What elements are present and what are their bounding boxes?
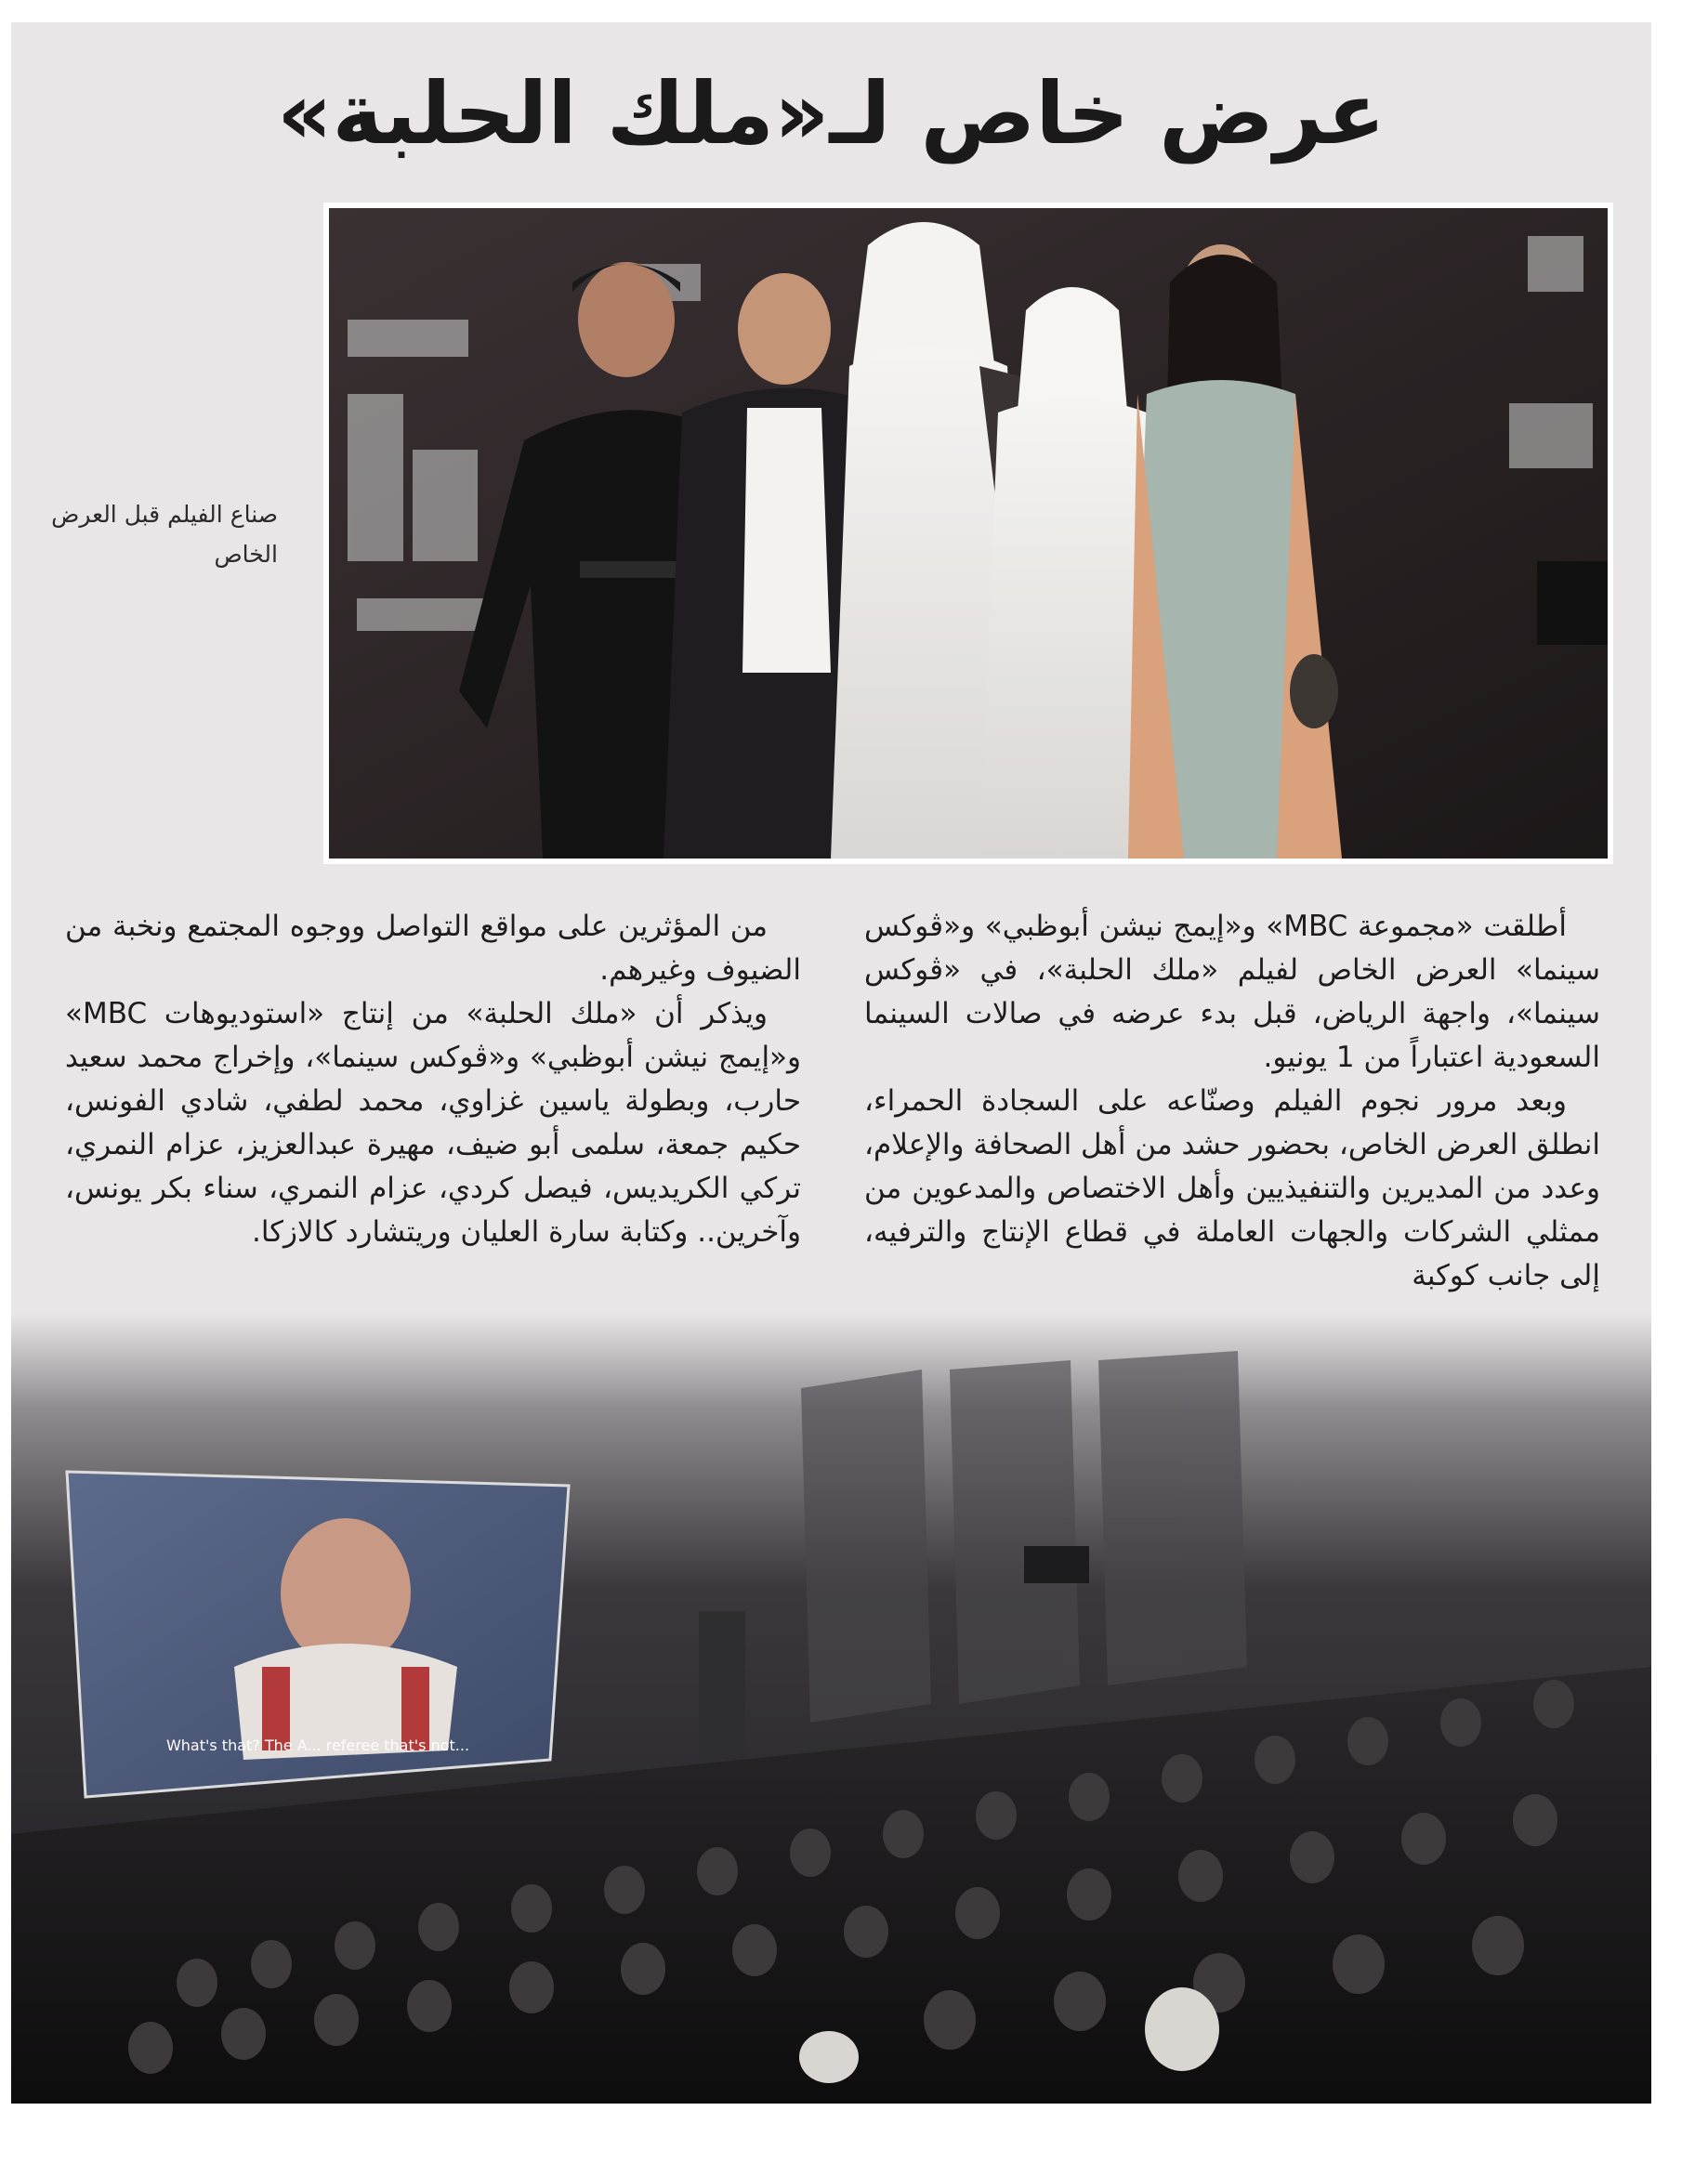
photo-caption: صناع الفيلم قبل العرض الخاص	[51, 501, 278, 568]
article-paragraph: ويذكر أن «ملك الحلبة» من إنتاج «استوديوهات MBC» و«إيمج نيشن أبوظبي» و«ڤوكس سينما»، وإخراج محمد سعيد حارب، وبطولة ياسين غزاوي، محمد لطفي، شادي الفونس، حكيم جمعة، سلمى أبو ضيف، مهيرة عبدالعزيز، عزام النمري، تركي الكريديس، فيصل كردي، عزام النمري، سناء بكر يونس، وآخرين.. وكتابة سارة العليان وريتشارد كالازكا.	[65, 997, 801, 1249]
newspaper-page	[11, 22, 1651, 2104]
article-headline: عرض خاص لـ«ملك الحلبة»	[277, 64, 1386, 164]
article-paragraph: من المؤثرين على مواقع التواصل ووجوه المجتمع ونخبة من الضيوف وغيرهم.	[65, 910, 801, 987]
cinema-illustration	[11, 1314, 1651, 2104]
red-carpet-photo	[323, 203, 1613, 864]
screen-subtitle: What's that? The A... referee that's not...	[165, 1737, 470, 1754]
article-column-right	[864, 905, 1600, 1298]
article-column-left	[65, 905, 801, 1254]
article-paragraph: وبعد مرور نجوم الفيلم وصنّاعه على السجادة الحمراء، انطلق العرض الخاص، بحضور حشد من أهل الصحافة والإعلام، وعدد من المديرين والتنفيذيين وأهل الاختصاص والمدعوين من ممثلي الشركات والجهات العاملة في قطاع الإنتاج والترفيه، إلى جانب كوكبة	[864, 1084, 1600, 1292]
cinema-audience-photo	[11, 1314, 1651, 2104]
red-carpet-illustration	[329, 208, 1608, 859]
article-paragraph: أطلقت «مجموعة MBC» و«إيمج نيشن أبوظبي» و«ڤوكس سينما» العرض الخاص لفيلم «ملك الحلبة»، في «ڤوكس سينما»، واجهة الرياض، قبل بدء عرضه في صالات السينما السعودية اعتباراً من 1 يونيو.	[864, 910, 1600, 1074]
